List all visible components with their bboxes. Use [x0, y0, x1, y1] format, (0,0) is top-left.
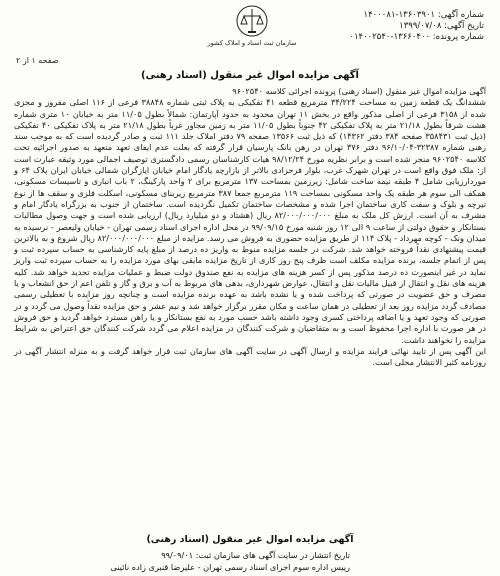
- emblem-icon: [235, 4, 269, 38]
- notice-date: تاریخ آگهی: ۱۳۹۹/۰۷/۰۸: [399, 21, 484, 31]
- organization-emblem: [192, 4, 312, 47]
- publish-date: تاریخ انتشار در سایت آگهی های سازمان ثبت: ۹۹/۰۹/۰۱: [161, 550, 350, 560]
- notice-title: آگهی مزایده اموال غیر منقول (اسناد رهنی): [141, 70, 359, 81]
- footer-title: آگهی مزایده اموال غیر منقول (اسناد رهنی): [146, 534, 354, 545]
- notice-paragraph-publication: این آگهی پس از تایید نهائی فرایند مزایده و ارسال آگهی در سایت آگهی های سازمان ثبت قرار خواهد گرفت و به منزله انتشار آگهی در روزنامه کثیر الانتشار محلی است.: [14, 345, 486, 368]
- signatory: رییس اداره سوم اجرای اسناد رسمی تهران - علیرضا قنبری زاده نائینی: [110, 562, 350, 572]
- notice-body: [14, 86, 486, 368]
- page-number: صفحه ۱ از ۲: [16, 56, 59, 65]
- notice-paragraph-main: ششدانگ یک قطعه زمین به مساحت ۳۴/۲۲۴ مترمربع قطعه ۴۱ تفکیکی به پلاک ثبتی شماره ۳۸۸۴۸ فرعی از ۱۱۶ اصلی مفروز و مجزی شده از ۳۱۵۸ فرعی از اصلی مذکور واقع در بخش ۱۱ تهران محدود به حدود آپارتمان: شمالاً بطول ۱۱/۰۵ متر به خیابان ۱۰ متری شماره هشت شرقاً بطول ۲۱/۱۸ متر به پلاک تفکیکی ۴۲ جنوباً بطول ۱۱/۰۵ متر به زمین مجاور غرباً بطول ۲۱/۱۸ متر به پلاک تفکیکی ۴۰ تفکیکی (ذیل ثبت ۳۵۸۴۳۱ صفحه ۳۸۴ دفتر ۱۴۳۶۲) که ذیل ثبت ۱۳۵۶۶ صفحه ۷۹ دفتر املاک جلد ۱۱۱ ثبت و صادر گردیده است که به موجب سند رهنی شماره ۳۲۳۸۷-۹۶/۱۰/۰۴ دفتر ۳۷۶ تهران در رهن بانک پارسیان قرار گرفته که بعلت عدم ایفای تعهد متعهد به صدور اجرائیه تحت کلاسه ۹۶۰۲۵۴۰ منجر شده است و برابر نظریه مورخ ۹۸/۱۲/۲۴ هیات کارشناسان رسمی دادگستری توصیف اجمالی مورد وثیقه عبارت است از: ملک فوق واقع است در تهران شهرک غرب، بلوار فرحزادی بالاتر از بازارچه یادگار امام خیابان ایازگران شمالی خیابان ایران پلاک ۶۴ و موردارزیابی شامل ۴ طبقه نیمه ساخت شامل: زیرزمین بمساحت ۱۳۷ مترمربع برای ۲ واحد پارکینگ، ۲ باب انباری و تاسیسات مسکونی، همکف الی سوم هر طبقه یک واحد مسکونی بمساحت ۱۱۹ مترمربع جمعا ۳۸۷ مترمربع زیربنای مسکونی، اسکلت فلزی و سقف ها از نوع تیرچه و بلوک و سفت کاری ساختمان اجرا شده و مشخصات ساختمان تکمیل نگردیده است. ساختمان از جنوب به بزرگراه یادگار امام و مشرف به آن است. ارزش کل ملک به مبلغ ۸۲/۰۰۰/۰۰۰/۰۰۰ ریال (هشتاد و دو میلیارد ریال) ارزیابی شده است و جهت وصول مطالبات بستانکار و حقوق دولتی از ساعت ۹ الی ۱۲ روز شنبه مورخ ۹۹/۰۹/۱۵ در محل اداره اجرای اسناد رسمی تهران - خیابان ولیعصر - نرسیده به میدان ونک - کوچه مهرداد - پلاک ۱۱۴ از طریق مزایده حضوری به فروش می رسد. مزایده از مبلغ ۸۲/۰۰۰/۰۰۰/۰۰۰ ریال شروع و به بالاترین قیمت پیشنهادی نقداً فروخته خواهد شد. شرکت در جلسه مزایده منوط به واریز ده درصد از مبلغ پایه کارشناسی به حساب سپرده ثبت و پس از اتمام جلسه، برنده مزایده مکلف است ظرف پنج روز کاری از تاریخ مزایده مابقی بهای مورد مزایده را به حساب سپرده ثبت واریز نماید در غیر اینصورت ده درصد مذکور پس از کسر هزینه های مزایده به نفع صندوق دولت ضبط و عملیات مزایده تجدید خواهد شد. کلیه هزینه های نقل و انتقال از قبیل مالیات نقل و انتقال، عوارض شهرداری، بدهی های مربوط به آب و برق و گاز و تلفن اعم از حق انشعاب و یا مصرف و حق عضویت در صورتی که پرداخت شده و یا نشده باشد به عهده برنده مزایده است و چنانچه روز مزایده با تعطیلی رسمی مصادف گردد مزایده روز بعد از تعطیلی در همان ساعت و مکان مقرر برگزار خواهد شد و نیم عشر و حق مزایده نقداً وصول می گردد و در صورتی که وجود تعهد و یا اضافه پرداختی کسری وجود داشته باشد حسب مورد به نفع بستانکار و یا راهن مسترد خواهد گردید و حق فروش در هر صورت با اداره اجرا محفوظ است و به متقاضیان و شرکت کنندگان در مزایده اعلام می گردد شرکت کنندگان حق اعتراض به شرایط مزایده را نخواهند داشت.: [14, 97, 487, 345]
- notice-number: شماره آگهی: ۱۳۶۰۳۹۰۱-۱۴۰۰۰۸۱: [363, 10, 484, 20]
- notice-paragraph-case: آگهی مزایده اموال غیر منقول (اسناد رهنی) پرونده اجرائی کلاسه ۹۶۰۲۵۴۰: [232, 86, 486, 96]
- file-number: شماره پرونده: ۱۳۶۶۰۴۰۰-۰۱۴۰۰۲۵۴۰: [349, 32, 484, 42]
- organization-name: سازمان ثبت اسناد و املاک کشور: [207, 39, 297, 47]
- notice-footer: [0, 534, 500, 573]
- header-meta: [349, 10, 484, 43]
